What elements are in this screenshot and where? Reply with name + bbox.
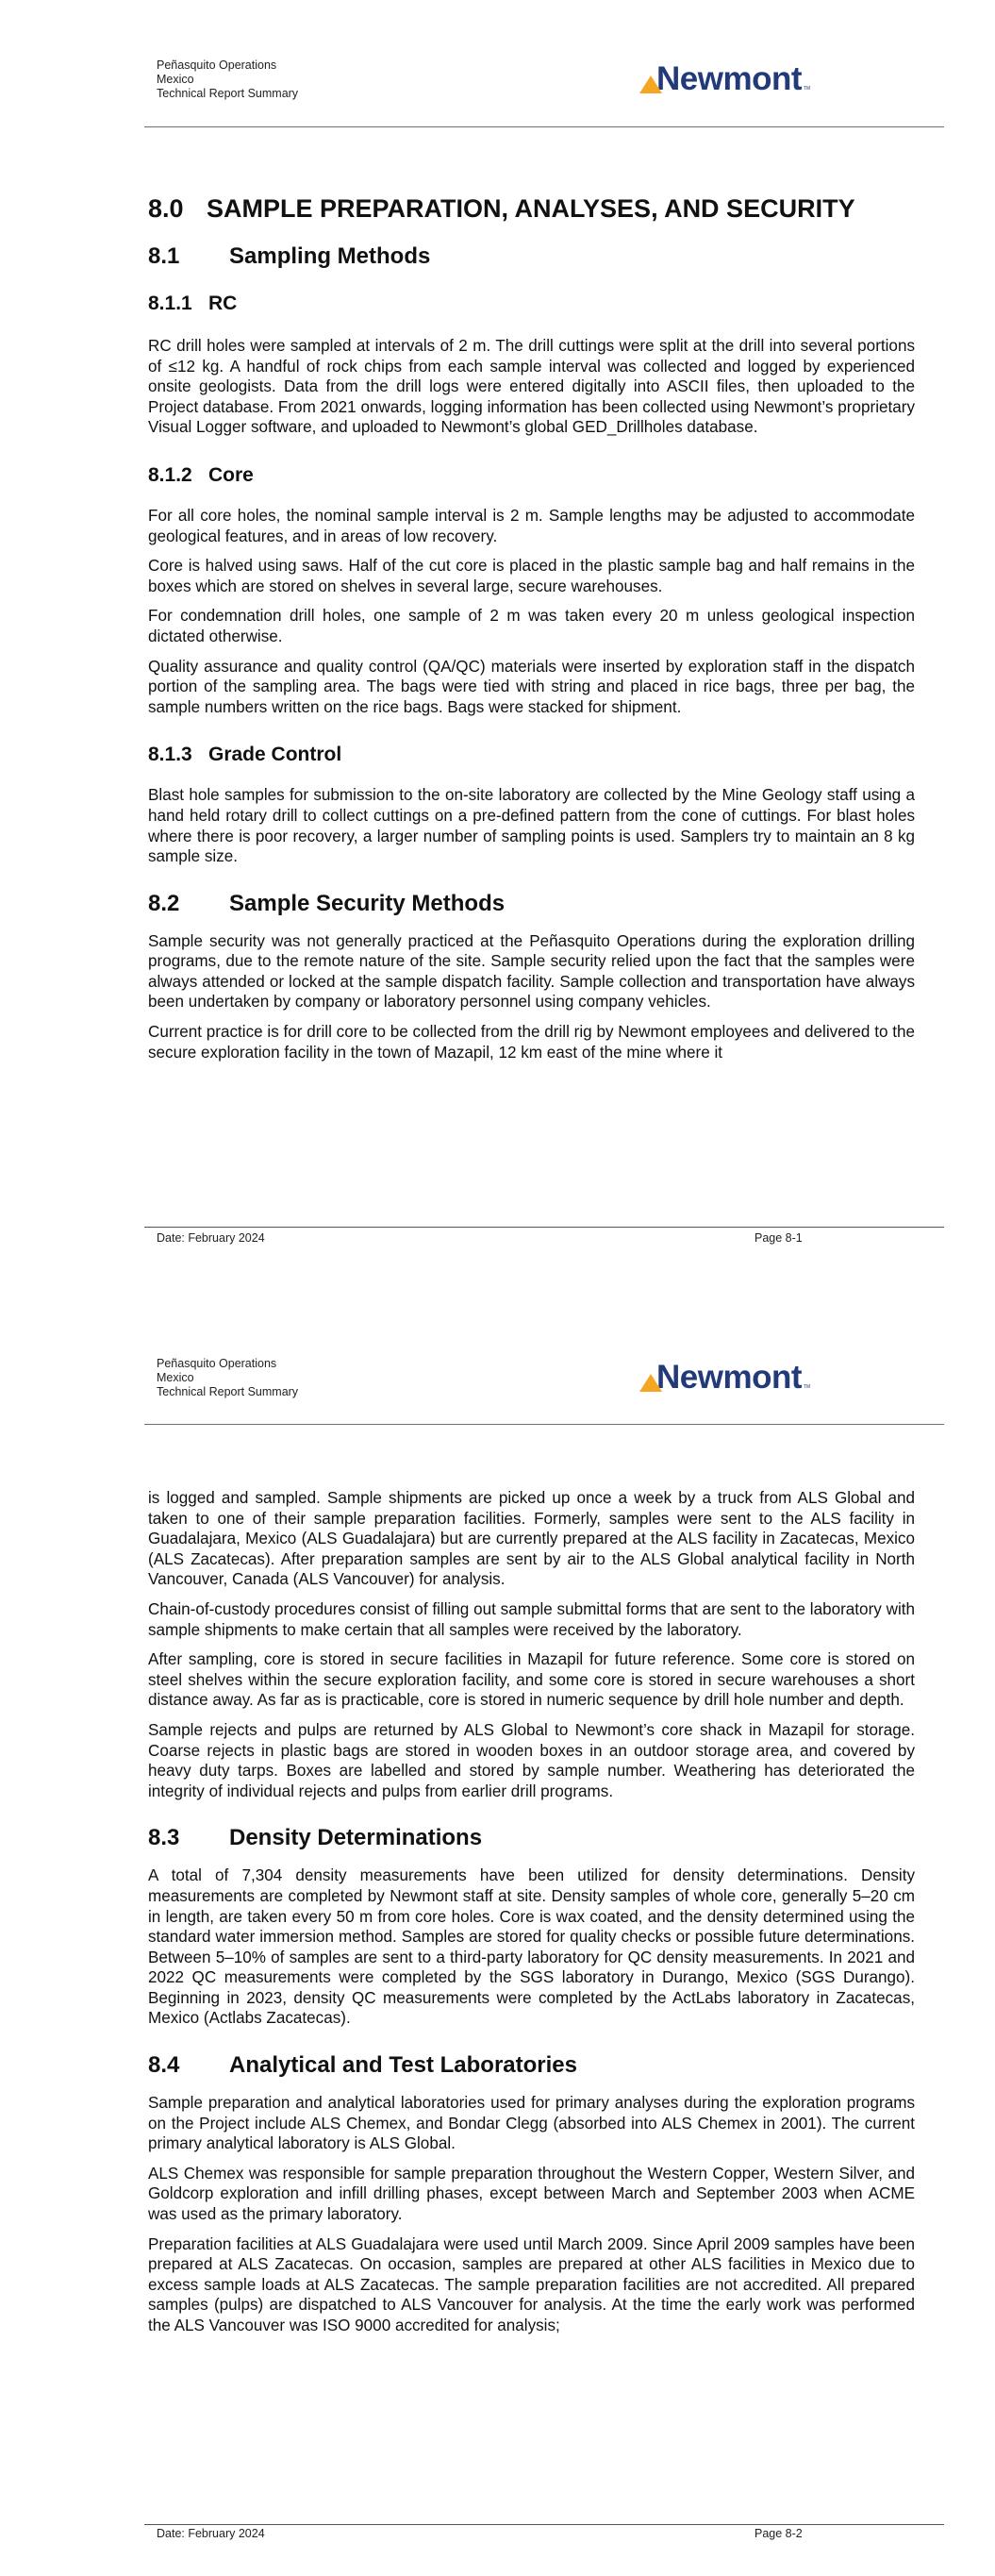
newmont-logo — [638, 1359, 811, 1396]
page-header-text — [157, 1357, 298, 1399]
logo-trademark: TM — [804, 86, 811, 92]
paragraph: is logged and sampled. Sample shipments are picked up once a week by a truck from ALS Global and taken to one of their sample preparation facilities. Formerly, samples were sent to the ALS facility in Guadalajara, Mexico (ALS Guadalajara) but are currently prepared at the ALS facility in Zacatecas, Mexico (ALS Zacatecas). After preparation samples are sent by air to the ALS Global analytical facility in North Vancouver, Canada (ALS Vancouver) for analysis. — [148, 1489, 915, 1589]
paragraph: A total of 7,304 density measurements have been utilized for density determinations. Density measurements are completed by Newmont staff at site. Density samples of whole core, generally 5–20 cm in length, are taken every 50 m from core holes. Core is wax coated, and the density determined using the standard water immersion method. Samples are stored for quality checks or possible future determinations. Between 5–10% of samples are sent to a third-party laboratory for QC density measurements. In 2021 and 2022 QC measurements were completed by the SGS laboratory in Durango, Mexico (SGS Durango). Beginning in 2023, density QC measurements were completed by the ActLabs laboratory in Zacatecas, Mexico (Actlabs Zacatecas). — [148, 1866, 915, 2028]
paragraph: After sampling, core is stored in secure facilities in Mazapil for future reference. Some core is stored on steel shelves within the secure exploration facility, and some core is stored in secure warehouses a short distance away. As far as is practicable, core is stored in numeric sequence by drill hole number and depth. — [148, 1650, 915, 1710]
footer-date: Date: February 2024 — [157, 1231, 265, 1245]
footer-divider — [144, 2524, 944, 2525]
page-body — [148, 1488, 915, 2336]
paragraph: Sample security was not generally practiced at the Peñasquito Operations during the exploration drilling programs, due to the remote nature of the site. Sample security relied upon the fact that the samples were always attended or locked at the sample dispatch facility. Sample collection and transportation have always been undertaken by company or laboratory personnel using company vehicles. — [148, 931, 915, 1012]
paragraph: Preparation facilities at ALS Guadalajara were used until March 2009. Since April 2009 samples have been prepared at ALS Zacatecas. On occasion, samples are prepared at other ALS facilities in Mexico due to excess sample loads at ALS Zacatecas. The sample preparation facilities are not accredited. All prepared samples (pulps) are dispatched to ALS Vancouver for analysis. At the time the early work was performed the ALS Vancouver was ISO 9000 accredited for analysis; — [148, 2234, 915, 2334]
paragraph: ALS Chemex was responsible for sample preparation throughout the Western Copper, Western Silver, and Goldcorp exploration and infill drilling phases, except between March and September 2003 when ACME was used as the primary laboratory. — [148, 2164, 915, 2224]
paragraph: Core is halved using saws. Half of the cut core is placed in the plastic sample bag and half remains in the boxes which are stored on shelves in several large, secure warehouses. — [148, 557, 915, 595]
section-heading-8-1: 8.1 Sampling Methods — [148, 243, 431, 269]
header-line-report: Technical Report Summary — [157, 1385, 299, 1398]
header-line-project: Peñasquito Operations — [157, 59, 277, 72]
section-heading-8-4: 8.4 Analytical and Test Laboratories — [148, 2052, 577, 2079]
section-heading-8-2: 8.2 Sample Security Methods — [148, 890, 506, 916]
logo-wordmark: Newmont — [656, 1359, 802, 1396]
paragraph: For condemnation drill holes, one sample of 2 m was taken every 20 m unless geological inspection dictated otherwise. — [148, 607, 915, 645]
newmont-triangle-icon — [638, 64, 668, 94]
header-line-project: Peñasquito Operations — [157, 1357, 277, 1370]
logo-wordmark: Newmont — [656, 60, 802, 97]
section-heading-8-1-3: 8.1.3 Grade Control — [148, 744, 342, 766]
header-divider — [144, 126, 944, 127]
paragraph: Quality assurance and quality control (QA/QC) materials were inserted by exploration staff in the dispatch portion of the sampling area. The bags were tied with string and placed in rice bags, three per bag, the sample numbers written on the rice bags. Bags were stacked for shipment. — [148, 657, 915, 716]
paragraph: Chain-of-custody procedures consist of filling out sample submittal forms that are sent to the laboratory with sample shipments to make certain that all samples were received by the laboratory. — [148, 1599, 915, 1639]
paragraph: For all core holes, the nominal sample interval is 2 m. Sample lengths may be adjusted to accommodate geological features, and in areas of low recovery. — [148, 506, 915, 545]
section-heading-8-3: 8.3 Density Determinations — [148, 1825, 483, 1851]
footer-page-number: Page 8-1 — [755, 1231, 803, 1245]
section-heading-8-0: 8.0 SAMPLE PREPARATION, ANALYSES, AND SECURITY — [148, 194, 855, 223]
document-page-2 — [0, 1288, 995, 2576]
header-line-country: Mexico — [157, 73, 194, 86]
newmont-triangle-icon — [638, 1363, 668, 1393]
section-heading-8-1-1: 8.1.1 RC — [148, 293, 238, 314]
page-body — [148, 193, 915, 1062]
section-heading-8-1-2: 8.1.2 Core — [148, 463, 254, 486]
paragraph: Blast hole samples for submission to the on-site laboratory are collected by the Mine Geology staff using a hand held rotary drill to collect cuttings on a pre-defined pattern from the cone of cuttings. For blast holes where there is poor recovery, a larger number of sampling points is used. Samplers try to maintain an 8 kg sample size. — [148, 786, 915, 866]
header-line-report: Technical Report Summary — [157, 87, 299, 100]
footer-page-number: Page 8-2 — [755, 2527, 803, 2540]
paragraph: Sample rejects and pulps are returned by ALS Global to Newmont’s core shack in Mazapil for storage. Coarse rejects in plastic bags are stored in wooden boxes in an outdoor storage area, and covered by heavy duty tarps. Boxes are labelled and stored by sample number. Weathering has deteriorated the integrity of individual rejects and pulps from earlier drill programs. — [148, 1720, 915, 1800]
paragraph: RC drill holes were sampled at intervals of 2 m. The drill cuttings were split at the drill into several portions of ≤12 kg. A handful of rock chips from each sample interval was collected and logged by experienced onsite geologists. Data from the drill logs were entered digitally into ASCII files, then uploaded to the Project database. From 2021 onwards, logging information has been collected using Newmont’s proprietary Visual Logger software, and uploaded to Newmont’s global GED_Drillholes database. — [148, 337, 915, 437]
paragraph: Sample preparation and analytical laboratories used for primary analyses during the exploration programs on the Project include ALS Chemex, and Bondar Clegg (absorbed into ALS Chemex in 2001). The current primary analytical laboratory is ALS Global. — [148, 2094, 915, 2153]
header-line-country: Mexico — [157, 1371, 194, 1384]
footer-divider — [144, 1227, 944, 1228]
page-header-text — [157, 59, 298, 101]
newmont-logo — [638, 60, 811, 97]
logo-trademark: TM — [804, 1384, 811, 1390]
paragraph: Current practice is for drill core to be collected from the drill rig by Newmont employees and delivered to the secure exploration facility in the town of Mazapil, 12 km east of the mine where it — [148, 1023, 915, 1062]
footer-date: Date: February 2024 — [157, 2527, 265, 2540]
header-divider — [144, 1424, 944, 1425]
